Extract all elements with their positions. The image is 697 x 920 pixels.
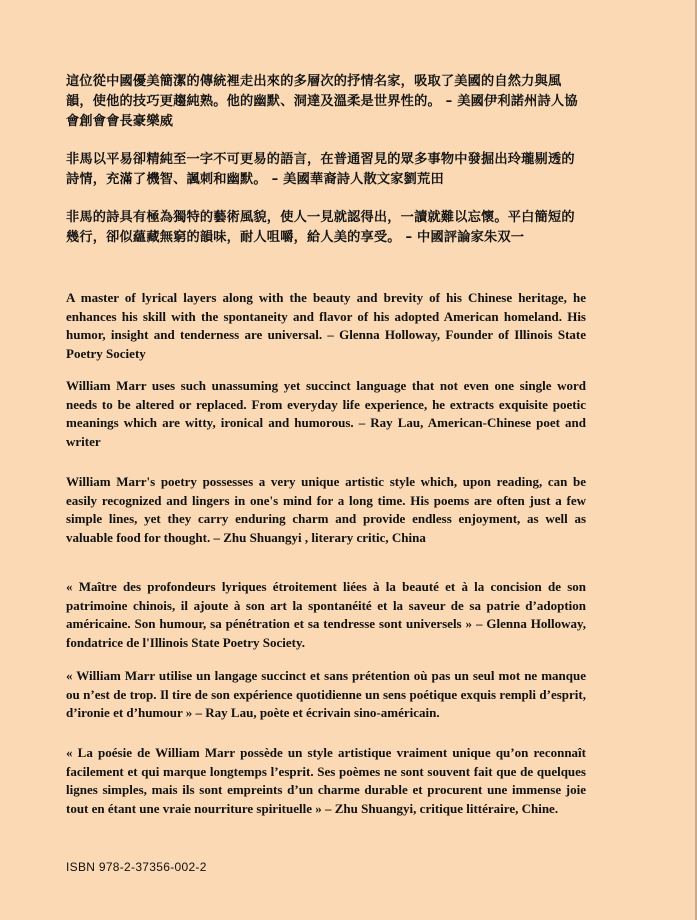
isbn-number: ISBN 978-2-37356-002-2 xyxy=(66,860,207,874)
quote-fr-zhu: « La poésie de William Marr possède un style artistique vraiment unique qu’on reconnaît facilement et qui marque longtemps l’esprit. Ses poèmes ne sont souvent fait que de quelques lignes simples, mais ils sont empreints d’un charme durable et procurent une immense joie tout en étant une vraie nourriture spirituelle » – Zhu Shuangyi, critique littéraire, Chine. xyxy=(66,745,586,816)
quote-zh-holloway: 這位從中國優美簡潔的傳統裡走出來的多層次的抒情名家，吸取了美國的自然力與風韻，使他的技巧更趨純熟。他的幽默、洞達及溫柔是世界性的。 – 美國伊利諾州詩人協會創會會長豪樂威 xyxy=(66,74,578,129)
quote-fr-lau: « William Marr utilise un langage succinct et sans prétention où pas un seul mot ne manque ou n’est de trop. Il tire de son expérience quotidienne un sens poétique exquis rempli d’esprit, d’ironie et d’humour » – Ray Lau, poète et écrivain sino-américain. xyxy=(66,668,586,720)
quote-zh-lau: 非馬以平易卻精純至一字不可更易的語言，在普通習見的眾多事物中發掘出玲瓏剔透的詩情，充滿了機智、諷刺和幽默。 – 美國華裔詩人散文家劉荒田 xyxy=(66,152,575,187)
quote-en-zhu: William Marr's poetry possesses a very unique artistic style which, upon reading, can be easily recognized and lingers in one's mind for a long time. His poems are often just a few simple lines, yet they carry enduring charm and provide endless enjoyment, as well as valuable food for thought. – Zhu Shuangyi , literary critic, China xyxy=(66,474,586,545)
quote-en-holloway: A master of lyrical layers along with the beauty and brevity of his Chinese heritage, he enhances his skill with the spontaneity and flavor of his adopted American homeland. His humor, insight and tenderness are universal. – Glenna Holloway, Founder of Illinois State Poetry Society xyxy=(66,290,586,361)
quote-fr-holloway: « Maître des profondeurs lyriques étroitement liées à la beauté et à la concision de son patrimoine chinois, il ajoute à son art la spontanéité et la saveur de sa patrie d’adoption américaine. Son humour, sa pénétration et sa tendresse sont universels » – Glenna Holloway, fondatrice de l'Illinois State Poetry Society. xyxy=(66,579,586,650)
quote-zh-zhu: 非馬的詩具有極為獨特的藝術風貌，使人一見就認得出，一讀就難以忘懷。平白簡短的幾行，卻似蘊藏無窮的韻味，耐人咀嚼，給人美的享受。 – 中國評論家朱双一 xyxy=(66,210,575,245)
quote-en-lau: William Marr uses such unassuming yet succinct language that not even one single word needs to be altered or replaced. From everyday life experience, he extracts exquisite poetic meanings which are witty, ironical and humorous. – Ray Lau, American-Chinese poet and writer xyxy=(66,378,586,449)
